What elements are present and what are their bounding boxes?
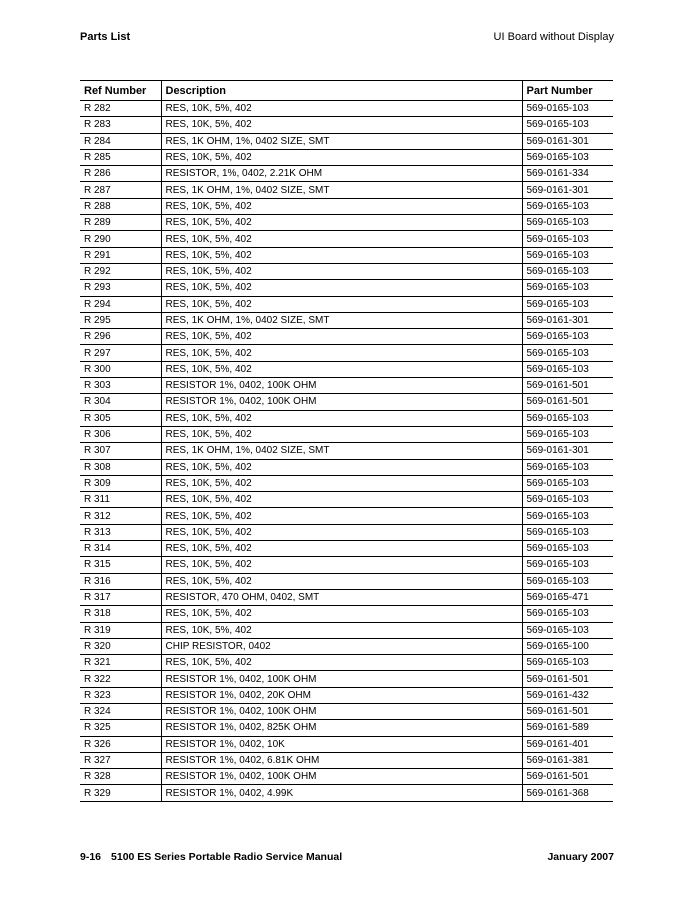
- ref-number-cell: R 296: [80, 329, 161, 345]
- ref-number-cell: R 308: [80, 459, 161, 475]
- table-row: [80, 687, 613, 703]
- ref-number-cell: R 312: [80, 508, 161, 524]
- ref-number-cell: R 293: [80, 280, 161, 296]
- ref-number-cell: R 319: [80, 622, 161, 638]
- table-row: [80, 133, 613, 149]
- description-cell: RESISTOR 1%, 0402, 100K OHM: [161, 671, 522, 687]
- description-cell: RESISTOR 1%, 0402, 100K OHM: [161, 378, 522, 394]
- table-row: [80, 524, 613, 540]
- table-row: [80, 769, 613, 785]
- header-section-title: Parts List: [80, 31, 131, 43]
- part-number-cell: 569-0165-103: [522, 231, 613, 247]
- part-number-cell: 569-0161-501: [522, 394, 613, 410]
- description-cell: RES, 10K, 5%, 402: [161, 573, 522, 589]
- header-board-title: UI Board without Display: [493, 31, 614, 43]
- description-cell: RESISTOR 1%, 0402, 100K OHM: [161, 769, 522, 785]
- table-row: [80, 345, 613, 361]
- table-row: [80, 622, 613, 638]
- part-number-cell: 569-0165-103: [522, 508, 613, 524]
- footer-manual-title: 5100 ES Series Portable Radio Service Manual: [111, 851, 343, 863]
- ref-number-cell: R 283: [80, 117, 161, 133]
- description-cell: RESISTOR 1%, 0402, 100K OHM: [161, 703, 522, 719]
- description-cell: RES, 10K, 5%, 402: [161, 361, 522, 377]
- description-cell: RESISTOR 1%, 0402, 825K OHM: [161, 720, 522, 736]
- description-cell: RES, 10K, 5%, 402: [161, 296, 522, 312]
- column-header-ref: Ref Number: [80, 81, 161, 101]
- footer-left: [80, 851, 342, 863]
- ref-number-cell: R 316: [80, 573, 161, 589]
- part-number-cell: 569-0161-501: [522, 378, 613, 394]
- description-cell: RES, 10K, 5%, 402: [161, 557, 522, 573]
- ref-number-cell: R 315: [80, 557, 161, 573]
- part-number-cell: 569-0165-103: [522, 606, 613, 622]
- ref-number-cell: R 323: [80, 687, 161, 703]
- part-number-cell: 569-0165-103: [522, 573, 613, 589]
- description-cell: RES, 10K, 5%, 402: [161, 247, 522, 263]
- table-row: [80, 573, 613, 589]
- column-header-description: Description: [161, 81, 522, 101]
- description-cell: RES, 10K, 5%, 402: [161, 524, 522, 540]
- description-cell: RES, 10K, 5%, 402: [161, 198, 522, 214]
- description-cell: RES, 10K, 5%, 402: [161, 215, 522, 231]
- description-cell: RES, 10K, 5%, 402: [161, 475, 522, 491]
- description-cell: RES, 10K, 5%, 402: [161, 149, 522, 165]
- table-row: [80, 557, 613, 573]
- ref-number-cell: R 309: [80, 475, 161, 491]
- table-row: [80, 231, 613, 247]
- part-number-cell: 569-0165-103: [522, 541, 613, 557]
- ref-number-cell: R 300: [80, 361, 161, 377]
- part-number-cell: 569-0165-103: [522, 263, 613, 279]
- table-row: [80, 589, 613, 605]
- part-number-cell: 569-0161-301: [522, 443, 613, 459]
- parts-table: [80, 80, 613, 802]
- table-row: [80, 785, 613, 801]
- description-cell: RES, 10K, 5%, 402: [161, 101, 522, 117]
- ref-number-cell: R 314: [80, 541, 161, 557]
- part-number-cell: 569-0165-103: [522, 361, 613, 377]
- part-number-cell: 569-0165-103: [522, 247, 613, 263]
- table-row: [80, 263, 613, 279]
- ref-number-cell: R 287: [80, 182, 161, 198]
- description-cell: RESISTOR 1%, 0402, 4.99K: [161, 785, 522, 801]
- description-cell: RES, 1K OHM, 1%, 0402 SIZE, SMT: [161, 443, 522, 459]
- table-row: [80, 459, 613, 475]
- description-cell: RES, 10K, 5%, 402: [161, 280, 522, 296]
- ref-number-cell: R 321: [80, 655, 161, 671]
- table-row: [80, 378, 613, 394]
- ref-number-cell: R 290: [80, 231, 161, 247]
- part-number-cell: 569-0161-301: [522, 182, 613, 198]
- table-row: [80, 312, 613, 328]
- description-cell: RES, 10K, 5%, 402: [161, 622, 522, 638]
- description-cell: RES, 10K, 5%, 402: [161, 508, 522, 524]
- table-row: [80, 752, 613, 768]
- part-number-cell: 569-0165-103: [522, 296, 613, 312]
- part-number-cell: 569-0161-401: [522, 736, 613, 752]
- description-cell: RES, 10K, 5%, 402: [161, 606, 522, 622]
- table-row: [80, 410, 613, 426]
- part-number-cell: 569-0161-501: [522, 671, 613, 687]
- ref-number-cell: R 327: [80, 752, 161, 768]
- table-row: [80, 394, 613, 410]
- part-number-cell: 569-0165-103: [522, 492, 613, 508]
- table-row: [80, 671, 613, 687]
- table-header-row: [80, 81, 613, 101]
- part-number-cell: 569-0165-103: [522, 198, 613, 214]
- table-row: [80, 655, 613, 671]
- ref-number-cell: R 326: [80, 736, 161, 752]
- footer-page-number: 9-16: [80, 851, 102, 863]
- part-number-cell: 569-0161-301: [522, 312, 613, 328]
- part-number-cell: 569-0161-381: [522, 752, 613, 768]
- description-cell: RESISTOR 1%, 0402, 6.81K OHM: [161, 752, 522, 768]
- table-row: [80, 166, 613, 182]
- part-number-cell: 569-0165-103: [522, 459, 613, 475]
- description-cell: RES, 10K, 5%, 402: [161, 655, 522, 671]
- part-number-cell: 569-0165-103: [522, 280, 613, 296]
- part-number-cell: 569-0165-103: [522, 524, 613, 540]
- ref-number-cell: R 295: [80, 312, 161, 328]
- table-row: [80, 198, 613, 214]
- table-row: [80, 329, 613, 345]
- ref-number-cell: R 324: [80, 703, 161, 719]
- part-number-cell: 569-0165-103: [522, 345, 613, 361]
- ref-number-cell: R 289: [80, 215, 161, 231]
- part-number-cell: 569-0165-103: [522, 329, 613, 345]
- description-cell: CHIP RESISTOR, 0402: [161, 638, 522, 654]
- description-cell: RESISTOR 1%, 0402, 10K: [161, 736, 522, 752]
- description-cell: RES, 10K, 5%, 402: [161, 117, 522, 133]
- description-cell: RES, 1K OHM, 1%, 0402 SIZE, SMT: [161, 133, 522, 149]
- description-cell: RESISTOR, 470 OHM, 0402, SMT: [161, 589, 522, 605]
- ref-number-cell: R 292: [80, 263, 161, 279]
- table-row: [80, 492, 613, 508]
- ref-number-cell: R 307: [80, 443, 161, 459]
- ref-number-cell: R 285: [80, 149, 161, 165]
- description-cell: RES, 10K, 5%, 402: [161, 345, 522, 361]
- ref-number-cell: R 284: [80, 133, 161, 149]
- part-number-cell: 569-0165-100: [522, 638, 613, 654]
- table-row: [80, 508, 613, 524]
- ref-number-cell: R 318: [80, 606, 161, 622]
- part-number-cell: 569-0165-471: [522, 589, 613, 605]
- part-number-cell: 569-0165-103: [522, 215, 613, 231]
- ref-number-cell: R 288: [80, 198, 161, 214]
- table-row: [80, 117, 613, 133]
- part-number-cell: 569-0161-368: [522, 785, 613, 801]
- description-cell: RES, 10K, 5%, 402: [161, 329, 522, 345]
- table-row: [80, 426, 613, 442]
- description-cell: RES, 10K, 5%, 402: [161, 426, 522, 442]
- part-number-cell: 569-0165-103: [522, 655, 613, 671]
- table-row: [80, 280, 613, 296]
- description-cell: RESISTOR 1%, 0402, 20K OHM: [161, 687, 522, 703]
- ref-number-cell: R 305: [80, 410, 161, 426]
- table-row: [80, 443, 613, 459]
- part-number-cell: 569-0165-103: [522, 149, 613, 165]
- description-cell: RES, 10K, 5%, 402: [161, 459, 522, 475]
- footer-date: January 2007: [547, 851, 614, 863]
- part-number-cell: 569-0165-103: [522, 101, 613, 117]
- table-row: [80, 247, 613, 263]
- table-row: [80, 361, 613, 377]
- description-cell: RES, 10K, 5%, 402: [161, 541, 522, 557]
- part-number-cell: 569-0165-103: [522, 117, 613, 133]
- description-cell: RES, 1K OHM, 1%, 0402 SIZE, SMT: [161, 182, 522, 198]
- part-number-cell: 569-0161-334: [522, 166, 613, 182]
- table-row: [80, 736, 613, 752]
- ref-number-cell: R 328: [80, 769, 161, 785]
- ref-number-cell: R 329: [80, 785, 161, 801]
- table-row: [80, 720, 613, 736]
- part-number-cell: 569-0165-103: [522, 622, 613, 638]
- ref-number-cell: R 282: [80, 101, 161, 117]
- column-header-part-number: Part Number: [522, 81, 613, 101]
- ref-number-cell: R 297: [80, 345, 161, 361]
- table-row: [80, 215, 613, 231]
- part-number-cell: 569-0161-501: [522, 703, 613, 719]
- table-row: [80, 182, 613, 198]
- table-row: [80, 606, 613, 622]
- table-row: [80, 703, 613, 719]
- part-number-cell: 569-0161-501: [522, 769, 613, 785]
- ref-number-cell: R 320: [80, 638, 161, 654]
- table-row: [80, 541, 613, 557]
- description-cell: RES, 10K, 5%, 402: [161, 492, 522, 508]
- description-cell: RES, 10K, 5%, 402: [161, 231, 522, 247]
- ref-number-cell: R 303: [80, 378, 161, 394]
- description-cell: RES, 10K, 5%, 402: [161, 410, 522, 426]
- ref-number-cell: R 306: [80, 426, 161, 442]
- part-number-cell: 569-0161-589: [522, 720, 613, 736]
- ref-number-cell: R 322: [80, 671, 161, 687]
- ref-number-cell: R 286: [80, 166, 161, 182]
- part-number-cell: 569-0165-103: [522, 426, 613, 442]
- table-row: [80, 149, 613, 165]
- part-number-cell: 569-0161-301: [522, 133, 613, 149]
- part-number-cell: 569-0165-103: [522, 475, 613, 491]
- part-number-cell: 569-0161-432: [522, 687, 613, 703]
- ref-number-cell: R 313: [80, 524, 161, 540]
- table-row: [80, 638, 613, 654]
- part-number-cell: 569-0165-103: [522, 410, 613, 426]
- parts-table-body: [80, 101, 613, 802]
- table-row: [80, 296, 613, 312]
- ref-number-cell: R 317: [80, 589, 161, 605]
- ref-number-cell: R 291: [80, 247, 161, 263]
- ref-number-cell: R 325: [80, 720, 161, 736]
- description-cell: RES, 1K OHM, 1%, 0402 SIZE, SMT: [161, 312, 522, 328]
- table-row: [80, 101, 613, 117]
- part-number-cell: 569-0165-103: [522, 557, 613, 573]
- description-cell: RESISTOR, 1%, 0402, 2.21K OHM: [161, 166, 522, 182]
- description-cell: RES, 10K, 5%, 402: [161, 263, 522, 279]
- ref-number-cell: R 304: [80, 394, 161, 410]
- ref-number-cell: R 311: [80, 492, 161, 508]
- table-row: [80, 475, 613, 491]
- description-cell: RESISTOR 1%, 0402, 100K OHM: [161, 394, 522, 410]
- ref-number-cell: R 294: [80, 296, 161, 312]
